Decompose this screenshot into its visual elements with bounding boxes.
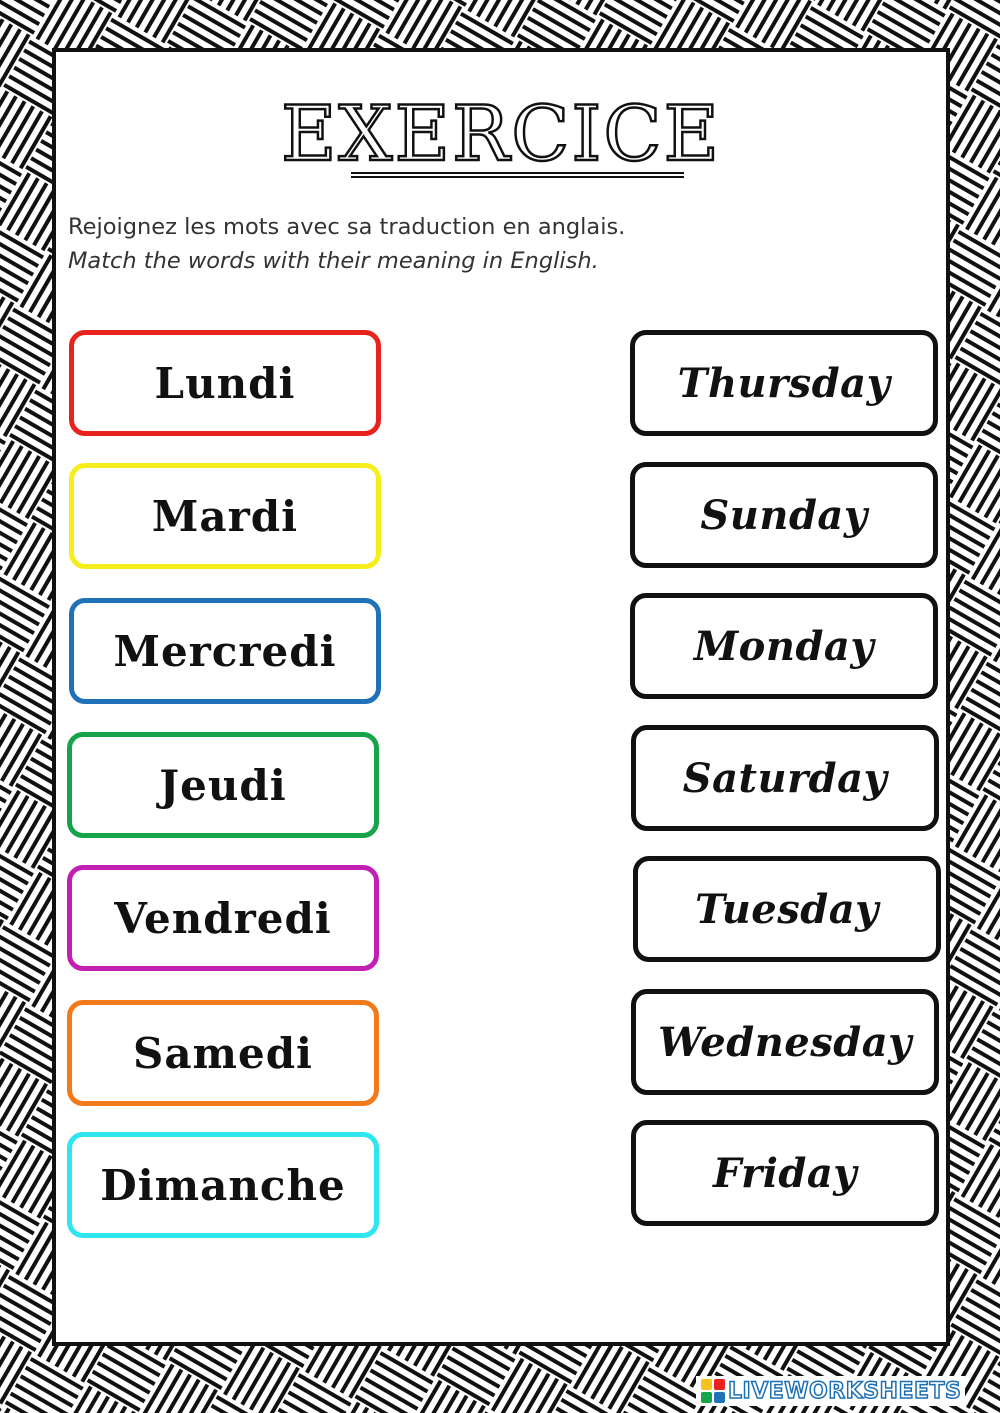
english-day-card-sunday[interactable]: Sunday (630, 462, 938, 568)
french-day-card-vendredi[interactable]: Vendredi (67, 865, 379, 971)
worksheet-panel (52, 48, 950, 1346)
page-title: EXERCICE (280, 89, 722, 178)
english-day-card-saturday[interactable]: Saturday (631, 725, 939, 831)
english-day-card-thursday[interactable]: Thursday (630, 330, 938, 436)
french-day-card-jeudi[interactable]: Jeudi (67, 732, 379, 838)
instruction-french: Rejoignez les mots avec sa traduction en anglais. (68, 214, 626, 240)
liveworksheets-mark-icon (700, 1378, 726, 1404)
french-day-card-samedi[interactable]: Samedi (67, 1000, 379, 1106)
english-day-card-monday[interactable]: Monday (630, 593, 938, 699)
liveworksheets-logo (696, 1376, 965, 1406)
french-day-card-lundi[interactable]: Lundi (69, 330, 381, 436)
title-underline (351, 172, 684, 178)
instruction-english: Match the words with their meaning in English. (68, 248, 599, 274)
english-day-card-tuesday[interactable]: Tuesday (633, 856, 941, 962)
english-day-card-wednesday[interactable]: Wednesday (631, 989, 939, 1095)
watermark-text: LIVEWORKSHEETS (728, 1378, 962, 1404)
french-day-card-mardi[interactable]: Mardi (69, 463, 381, 569)
french-day-card-mercredi[interactable]: Mercredi (69, 598, 381, 704)
french-day-card-dimanche[interactable]: Dimanche (67, 1132, 379, 1238)
english-day-card-friday[interactable]: Friday (631, 1120, 939, 1226)
